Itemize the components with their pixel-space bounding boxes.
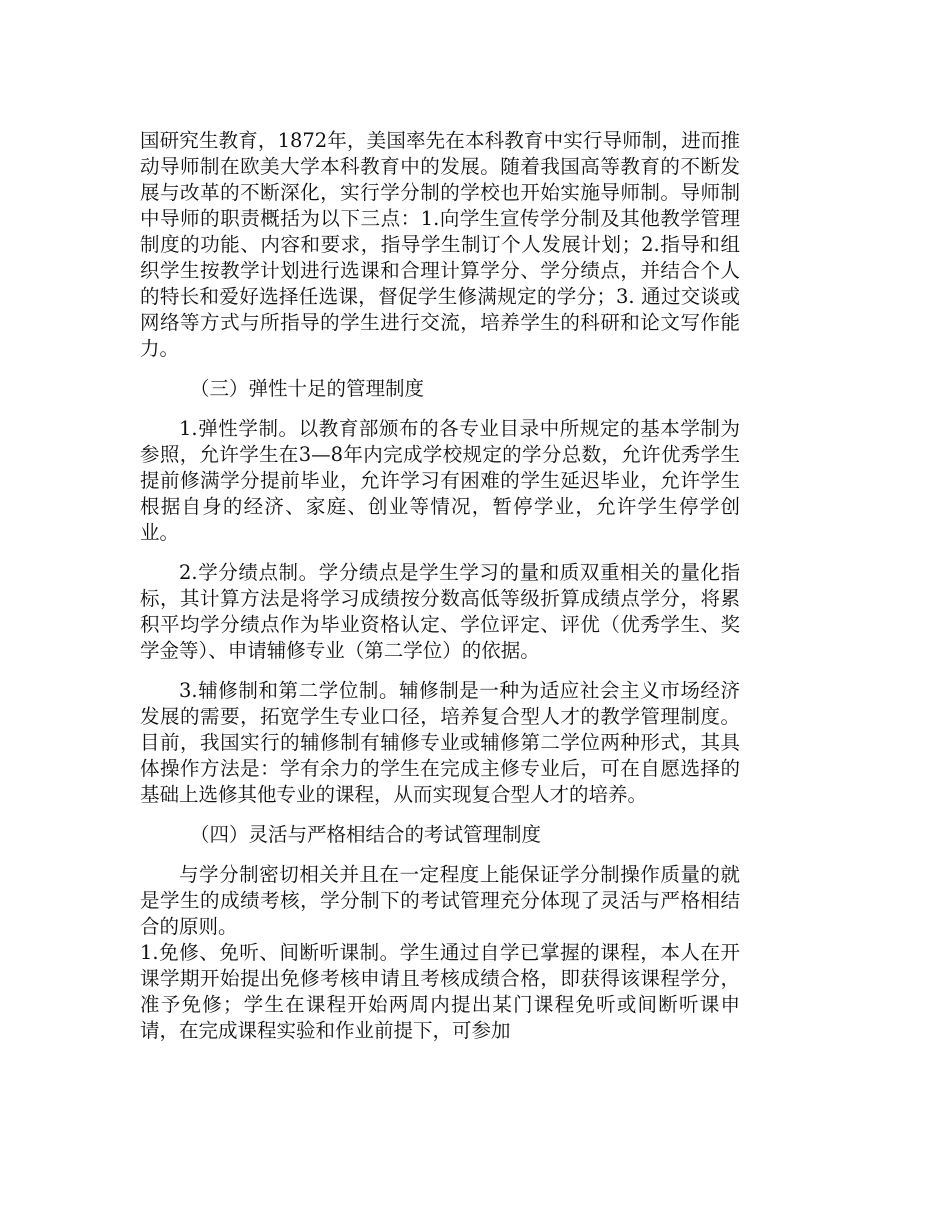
- paragraph-minor-degree: 3.辅修制和第二学位制。辅修制是一种为适应社会主义市场经济发展的需要，拓宽学生专业口径，培养复合型人才的教学管理制度。目前，我国实行的辅修制有辅修专业或辅修第二学位两种形式，其具体操作方法是：学有余力的学生在完成主修专业后，可在自愿选择的基础上选修其他专业的课程，从而实现复合型人才的培养。: [140, 679, 740, 806]
- document-body: [140, 128, 740, 1058]
- section-heading-3: （三）弹性十足的管理制度: [190, 377, 425, 400]
- paragraph-intro-continued: 国研究生教育，1872年，美国率先在本科教育中实行导师制，进而推动导师制在欧美大学本科教育中的发展。随着我国高等教育的不断发展与改革的不断深化，实行学分制的学校也开始实施导师制。导师制中导师的职责概括为以下三点：1.向学生宣传学分制及其他教学管理制度的功能、内容和要求，指导学生制订个人发展计划；2.指导和组织学生按教学计划进行选课和合理计算学分、学分绩点，并结合个人的特长和爱好选择任选课，督促学生修满规定的学分；3. 通过交谈或网络等方式与所指导的学生进行交流，培养学生的科研和论文写作能力。: [140, 129, 740, 360]
- section-heading-4: （四）灵活与严格相结合的考试管理制度: [190, 823, 542, 846]
- paragraph-flexible-schooling: 1.弹性学制。以教育部颁布的各专业目录中所规定的基本学制为参照，允许学生在3—8年内完成学校规定的学分总数，允许优秀学生提前修满学分提前毕业，允许学习有困难的学生延迟毕业，允许学生根据自身的经济、家庭、创业等情况，暂停学业，允许学生停学创业。: [140, 417, 740, 544]
- paragraph-exam-intro: 与学分制密切相关并且在一定程度上能保证学分制操作质量的就是学生的成绩考核，学分制下的考试管理充分体现了灵活与严格相结合的原则。: [140, 863, 740, 938]
- paragraph-exemption: 1.免修、免听、间断听课制。学生通过自学已掌握的课程，本人在开课学期开始提出免修考核申请且考核成绩合格，即获得该课程学分，准予免修；学生在课程开始两周内提出某门课程免听或间断听课申请，在完成课程实验和作业前提下，可参加: [140, 941, 740, 1042]
- paragraph-gpa-system: 2.学分绩点制。学分绩点是学生学习的量和质双重相关的量化指标，其计算方法是将学习成绩按分数高低等级折算成绩点学分，将累积平均学分绩点作为毕业资格认定、学位评定、评优（优秀学生、奖学金等）、申请辅修专业（第二学位）的依据。: [140, 561, 740, 662]
